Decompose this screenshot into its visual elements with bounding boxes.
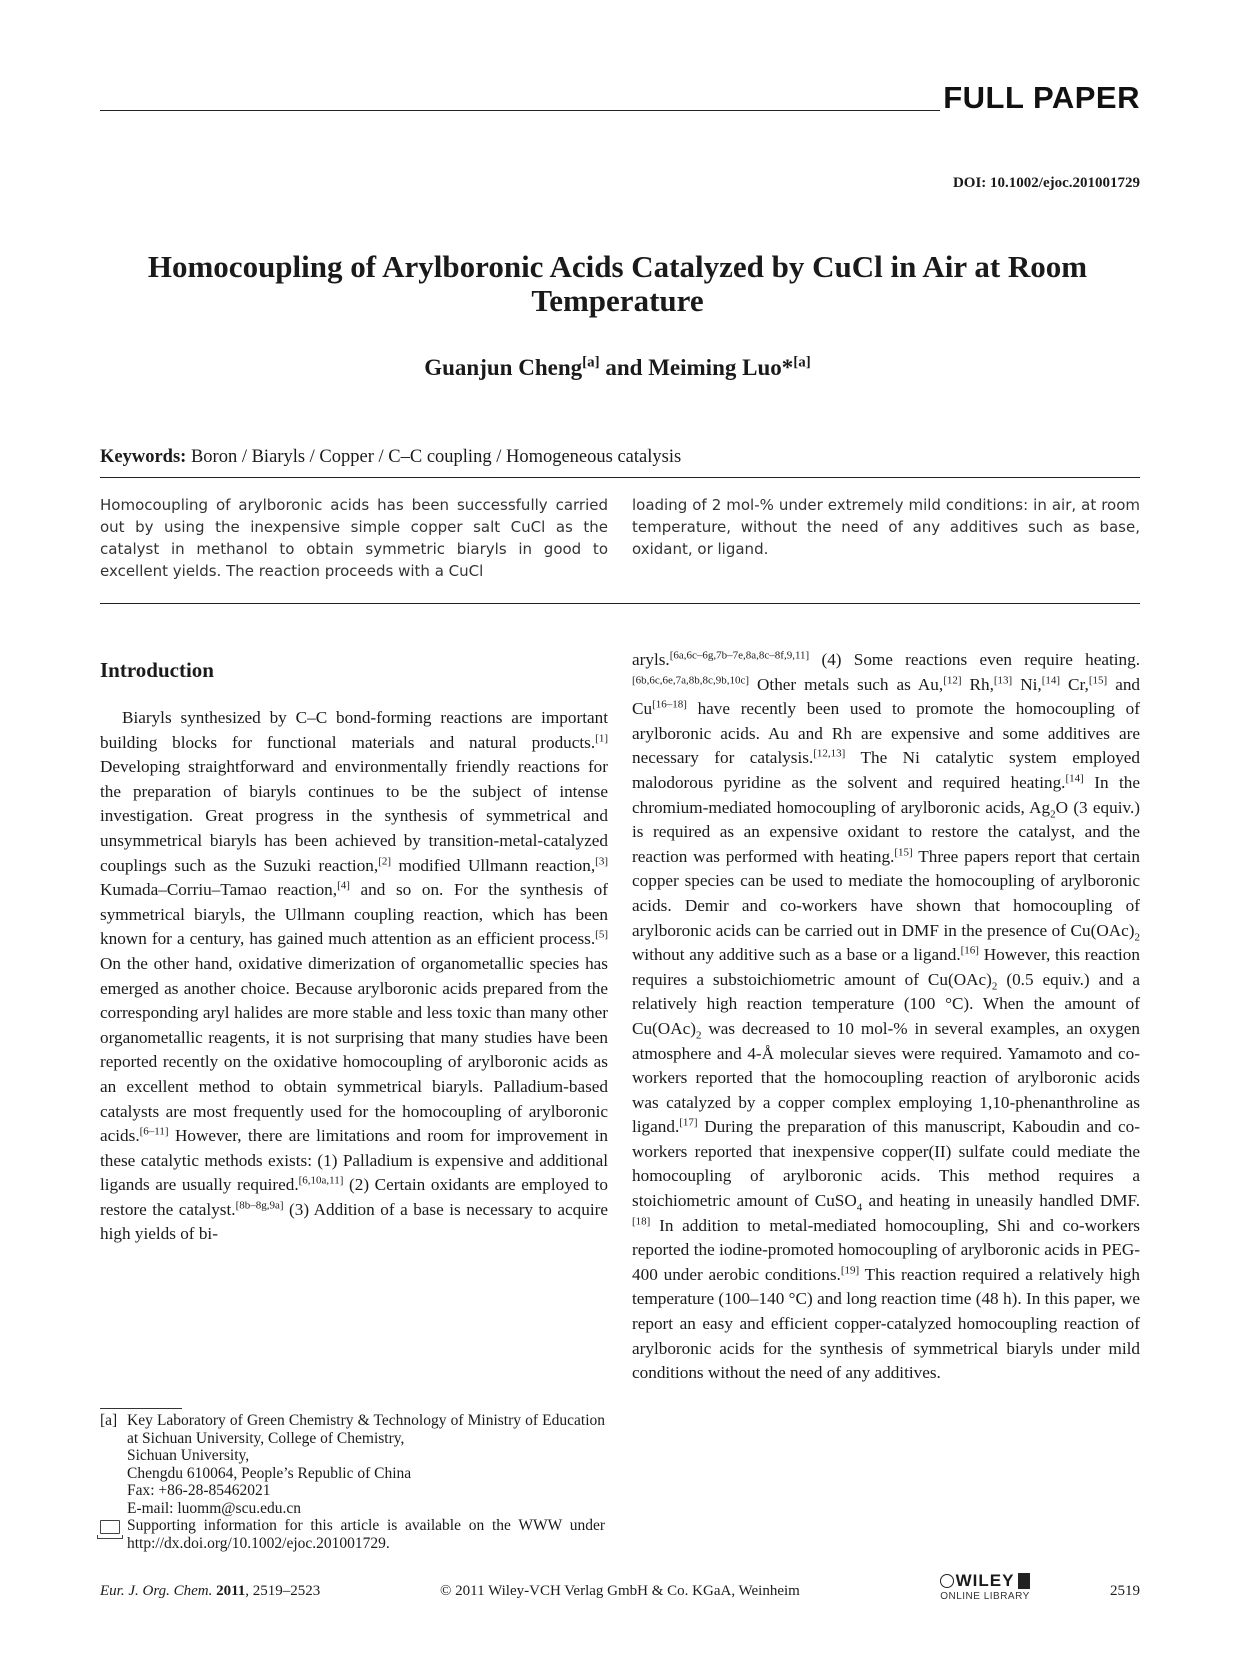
abstract-top-rule [100,477,1140,478]
subscript: 2 [1134,930,1140,943]
citation: [15] [1088,673,1108,686]
wiley-icon [940,1574,954,1588]
abstract-bottom-rule [100,603,1140,604]
citation: [12] [943,673,962,686]
keywords-label: Keywords: [100,447,187,467]
publisher-logo[interactable] [935,1571,1035,1602]
body-paragraph: Biaryls synthesized by C–C bond-forming reactions are important building blocks for functional materials and natural products.[1] Developing straightforward and environmentally friendly reactions for the preparation of biaryls continues to be the subject of intense investigation. Great progress in the synthesis of symmetrical and unsymmetrical biaryls has been achieved by transition-metal-catalyzed couplings such as the Suzuki reaction,[2] modified Ullmann reaction,[3] Kumada–Corriu–Tamao reaction,[4] and so on. For the synthesis of symmetrical biaryls, the Ullmann coupling reaction, which has been known for a century, has gained much attention as an efficient process.[5] On the other hand, oxidative dimerization of organometallic species has emerged as another choice. Because arylboronic acids prepared from the corresponding aryl halides are more stable and less toxic than many other organometallic reagents, it is not surprising that many studies have been reported recently on the oxidative homocoupling of arylboronic acids as an excellent method to obtain symmetrical biaryls. Palladium-based catalysts are most frequently used for the homocoupling of arylboronic acids.[6–11] However, there are limitations and room for improvement in these catalytic methods exists: (1) Palladium is expensive and additional ligands are usually required.[6,10a,11] (2) Certain oxidants are employed to restore the catalyst.[8b–8g,9a] (3) Addition of a base is necessary to acquire high yields of bi- [100,708,608,1244]
footnote-rule [100,1408,182,1409]
email-line[interactable]: E-mail: luomm@scu.edu.cn [127,1499,301,1517]
affiliation-mark: [a] [582,354,600,371]
citation: [3] [595,854,608,867]
citation: [15] [894,846,913,859]
subscript: 2 [991,980,998,993]
citation: [13] [993,673,1013,686]
copyright: © 2011 Wiley-VCH Verlag GmbH & Co. KGaA, Weinheim [440,1583,800,1599]
citation: [6–11] [139,1125,169,1138]
affiliation-line: Sichuan University, [127,1447,250,1464]
body-column-left [100,706,608,1247]
citation: [8b–8g,9a] [235,1199,284,1212]
citation: [6b,6c,6e,7a,8b,8c,9b,10c] [632,673,749,686]
body-paragraph: aryls.[6a,6c–6g,7b–7e,8a,8c–8f,9,11] (4) Some reactions even require heating.[6b,6c,6e,7a,8b,8c,9b,10c] Other metals such as Au,[12] Rh,[13] Ni,[14] Cr,[15] and Cu[16–18] have recently been used to promote the homocoupling of arylboronic acids. Au and Rh are expensive and some additives are necessary for catalysis.[12,13] The Ni catalytic system employed malodorous pyridine as the solvent and required heating.[14] In the chromium-mediated homocoupling of arylboronic acids, $Ag_2O$ (3 equiv.) is required as an expensive oxidant to restore the catalyst, and the reaction was performed with heating.[15] Three papers report that certain copper species can be used to mediate the homocoupling of arylboronic acids. Demir and co-workers have shown that homocoupling of arylboronic acids can be carried out in DMF in the presence of $Cu(OAc)_2$ without any additive such as a base or a ligand.[16] However, this reaction requires a substoichiometric amount of $Cu(OAc)_2$ (0.5 equiv.) and a relatively high reaction temperature (100 °C). When the amount of $Cu(OAc)_2$ was decreased to 10 mol-% in several examples, an oxygen atmosphere and 4-Å molecular sieves were required. Yamamoto and co-workers reported that the homocoupling reaction of arylboronic acids was catalyzed by a copper complex employing 1,10-phenanthroline as ligand.[17] During the preparation of this manuscript, Kaboudin and co-workers reported that inexpensive copper(II) sulfate could mediate the homocoupling of arylboronic acids. This method requires a stoichiometric amount of CuSO$_4$ and heating in uneasily handled DMF.[18] In addition to metal-mediated homocoupling, Shi and co-workers reported the iodine-promoted homocoupling of arylboronic acids in PEG-400 under aerobic conditions.[19] This reaction required a relatively high temperature (100–140 °C) and long reaction time (48 h). In this paper, we report an easy and efficient copper-catalyzed homocoupling reaction of arylboronic acids for the synthesis of symmetrical biaryls under mild conditions without the need of any additives. [632,649,1141,1383]
keywords [100,447,681,468]
affiliation-line: Chengdu 610064, People’s Republic of China [127,1464,412,1482]
citation: [14] [1041,673,1061,686]
citation: [19] [840,1264,860,1277]
subscript: 2 [695,1029,702,1042]
section-label: FULL PAPER [943,80,1140,115]
logo-subtext: ONLINE LIBRARY [940,1591,1030,1602]
subscript: 4 [856,1201,863,1214]
citation: [16–18] [652,698,687,711]
journal-citation [100,1583,320,1600]
journal-year: 2011 [216,1583,246,1599]
fax-line: Fax: +86-28-85462021 [127,1482,271,1499]
citation: [14] [1065,772,1084,785]
author-conjunction: and [605,355,643,380]
abstract-right: loading of 2 mol-% under extremely mild conditions: in air, at room temperature, without the need of any additives such as base, oxidant, or ligand. [632,496,1140,558]
page-number: 2519 [1110,1583,1140,1599]
abstract-left: Homocoupling of arylboronic acids has been successfully carried out by using the inexpensive simple copper salt CuCl as the catalyst in methanol to obtain symmetric biaryls in good to excellent yields. The reaction proceeds with a CuCl [100,496,608,580]
computer-icon [100,1520,120,1534]
citation: [16] [960,944,979,957]
article-title: Homocoupling of Arylboronic Acids Catalyzed by CuCl in Air at Room Temperature [147,249,1088,318]
affiliation-line: Key Laboratory of Green Chemistry & Technology of Ministry of Education at Sichuan University, College of Chemistry, [127,1412,605,1447]
header-rule [100,110,940,111]
supporting-info[interactable]: Supporting information for this article is available on the WWW under http://dx.doi.org/10.1002/ejoc.201001729. [127,1517,605,1552]
doi[interactable]: DOI: 10.1002/ejoc.201001729 [952,175,1140,191]
logo-text: WILEY [955,1571,1015,1590]
affiliation-mark: [a] [793,354,811,371]
citation: [18] [632,1214,651,1227]
authors [100,355,1135,381]
footnote [100,1412,605,1552]
author-name: Guanjun Cheng [424,355,583,380]
book-icon [1018,1573,1030,1589]
citation: [6,10a,11] [298,1174,344,1187]
journal-pages: , 2519–2523 [245,1583,321,1599]
journal-name: Eur. J. Org. Chem. [100,1583,213,1599]
citation: [6a,6c–6g,7b–7e,8a,8c–8f,9,11] [669,649,810,662]
citation: [12,13] [813,747,846,760]
footnote-mark: [a] [100,1412,118,1429]
section-heading: Introduction [100,658,214,682]
citation: [17] [679,1116,698,1129]
author-name: Meiming Luo* [648,355,794,380]
citation: [2] [378,854,392,867]
citation: [5] [595,928,608,941]
body-column-right [632,648,1140,1386]
citation: [4] [337,879,350,892]
keywords-list: Boron / Biaryls / Copper / C–C coupling / Homogeneous catalysis [190,447,682,467]
subscript: 2 [1050,808,1056,820]
citation: [1] [595,731,608,744]
